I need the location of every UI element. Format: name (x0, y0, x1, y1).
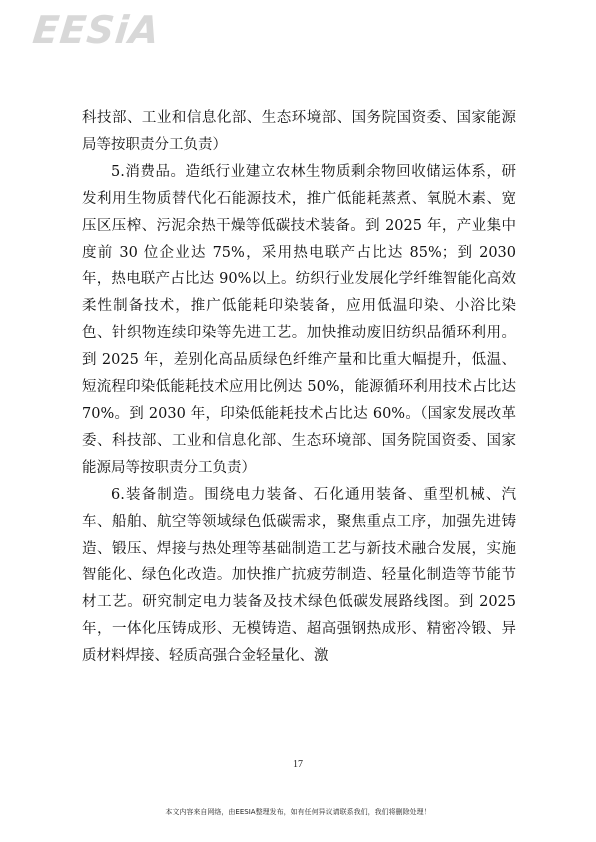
eesia-logo: EESiA (30, 8, 163, 52)
document-body (82, 105, 516, 670)
paragraph-continuation: 科技部、工业和信息化部、生态环境部、国务院国资委、国家能源局等按职责分工负责） (82, 110, 516, 153)
footer-disclaimer: 本文内容来自网络，由EESIA整理发布，如有任何异议请联系我们，我们将删除处理！ (165, 808, 431, 816)
page-number: 17 (293, 759, 303, 770)
paragraph-equipment-manufacturing: 6.装备制造。围绕电力装备、石化通用装备、重型机械、汽车、船舶、航空等领域绿色低碳需求，聚焦重点工序，加强先进铸造、锻压、焊接与热处理等基础制造工艺与新技术融合发展，实施智能化、绿色化改造。加快推广抗疲劳制造、轻量化制造等节能节材工艺。研究制定电力装备及技术绿色低碳发展路线图。到 2025 年，一体化压铸成形、无模铸造、超高强钢热成形、精密冷锻、异质材料焊接、轻质高强合金轻量化、激 (82, 486, 516, 665)
paragraph-consumer-goods: 5.消费品。造纸行业建立农林生物质剩余物回收储运体系，研发利用生物质替代化石能源技术，推广低能耗蒸煮、氧脱木素、宽压区压榨、污泥余热干燥等低碳技术装备。到 2025 年，产业集中度前 30 位企业达 75%，采用热电联产占比达 85%；到 2030 年，热电联产占比达 90%以上。纺织行业发展化学纤维智能化高效柔性制备技术，推广低能耗印染装备，应用低温印染、小浴比染色、针织物连续印染等先进工艺。加快推动废旧纺织品循环利用。到 2025 年，差别化高品质绿色纤维产量和比重大幅提升，低温、短流程印染低能耗技术应用比例达 50%，能源循环利用技术占比达 70%。到 2030 年，印染低能耗技术占比达 60%。（国家发展改革委、科技部、工业和信息化部、生态环境部、国务院国资委、国家能源局等按职责分工负责） (82, 163, 516, 476)
